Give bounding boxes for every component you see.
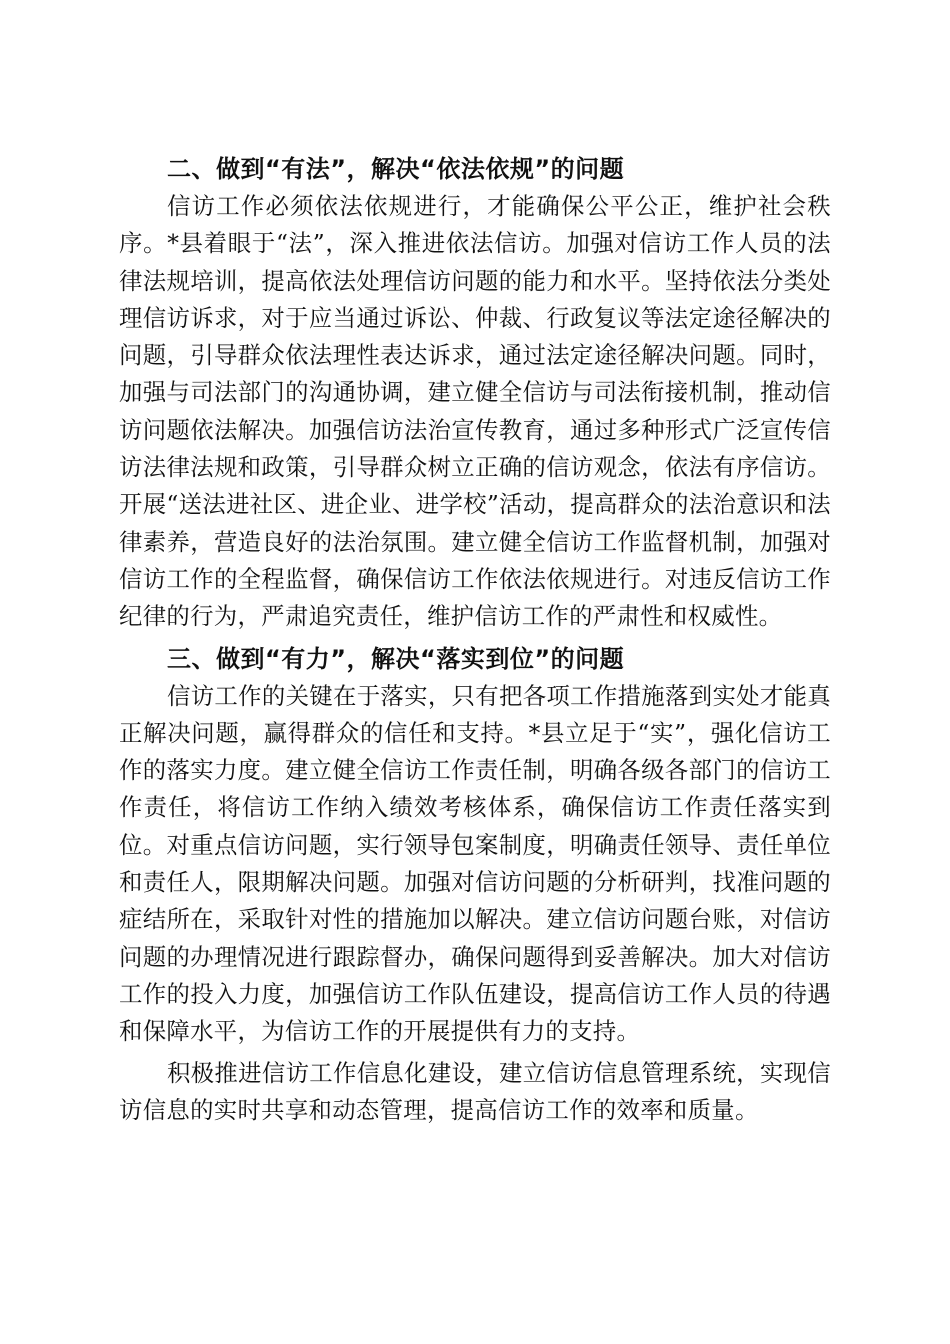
section-3-paragraph: 信访工作的关键在于落实，只有把各项工作措施落到实处才能真正解决问题，赢得群众的信任和支持。*县立足于“实”，强化信访工作的落实力度。建立健全信访工作责任制，明确各级各部门的信访工作责任，将信访工作纳入绩效考核体系，确保信访工作责任落实到位。对重点信访问题，实行领导包案制度，明确责任领导、责任单位和责任人，限期解决问题。加强对信访问题的分析研判，找准问题的症结所在，采取针对性的措施加以解决。建立信访问题台账，对信访问题的办理情况进行跟踪督办，确保问题得到妥善解决。加大对信访工作的投入力度，加强信访工作队伍建设，提高信访工作人员的待遇和保障水平，为信访工作的开展提供有力的支持。 bbox=[119, 681, 831, 1046]
section-3-paragraph-2: 积极推进信访工作信息化建设，建立信访信息管理系统，实现信访信息的实时共享和动态管理，提高信访工作的效率和质量。 bbox=[119, 1058, 831, 1124]
section-heading-3: 三、做到“有力”，解决“落实到位”的问题 bbox=[167, 644, 625, 673]
section-heading-2: 二、做到“有法”，解决“依法依规”的问题 bbox=[167, 155, 625, 183]
document-page bbox=[119, 150, 831, 1129]
section-2-paragraph: 信访工作必须依法依规进行，才能确保公平公正，维护社会秩序。*县着眼于“法”，深入推进依法信访。加强对信访工作人员的法律法规培训，提高依法处理信访问题的能力和水平。坚持依法分类处理信访诉求，对于应当通过诉讼、仲裁、行政复议等法定途径解决的问题，引导群众依法理性表达诉求，通过法定途径解决问题。同时，加强与司法部门的沟通协调，建立健全信访与司法衔接机制，推动信访问题依法解决。加强信访法治宣传教育，通过多种形式广泛宣传信访法律法规和政策，引导群众树立正确的信访观念，依法有序信访。开展“送法进社区、进企业、进学校”活动，提高群众的法治意识和法律素养，营造良好的法治氛围。建立健全信访工作监督机制，加强对信访工作的全程监督，确保信访工作依法依规进行。对违反信访工作纪律的行为，严肃追究责任，维护信访工作的严肃性和权威性。 bbox=[119, 192, 831, 631]
